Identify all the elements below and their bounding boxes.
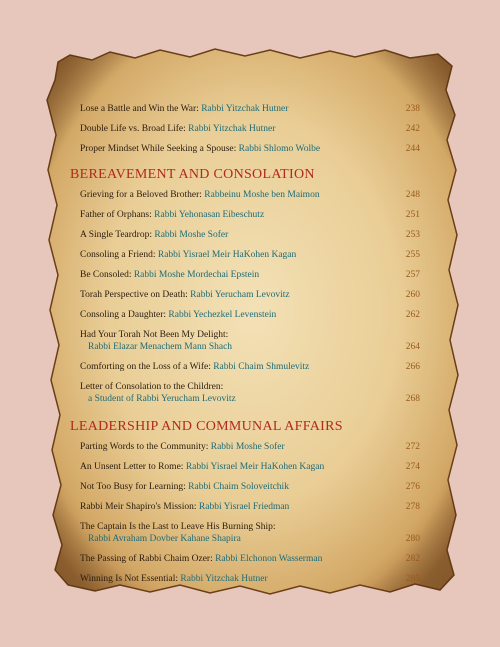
- page-number: 257: [405, 270, 420, 280]
- page-number: 264: [405, 342, 420, 352]
- toc-entry[interactable]: Parting Words to the Community: Rabbi Moshe Sofer 272: [80, 442, 420, 452]
- toc-entry[interactable]: Consoling a Daughter: Rabbi Yechezkel Levenstein 262: [80, 310, 420, 320]
- toc-entry[interactable]: Rabbi Meir Shapiro's Mission: Rabbi Yisrael Friedman 278: [80, 502, 420, 512]
- toc-entry[interactable]: An Unsent Letter to Rome: Rabbi Yisrael Meir HaKohen Kagan 274: [80, 462, 420, 472]
- page-number: 276: [405, 482, 420, 492]
- toc-entry[interactable]: Lose a Battle and Win the War: Rabbi Yitzchak Hutner 238: [80, 104, 420, 114]
- toc-entry[interactable]: Letter of Consolation to the Children: a Student of Rabbi Yerucham Levovitz 268: [80, 382, 420, 404]
- page-number: 253: [405, 230, 420, 240]
- page-number: 278: [405, 502, 420, 512]
- page-number: 248: [405, 190, 420, 200]
- toc-entry[interactable]: The Captain Is the Last to Leave His Burning Ship: Rabbi Avraham Dovber Kahane Shapira 280: [80, 522, 420, 544]
- table-of-contents: [70, 103, 420, 593]
- toc-entry[interactable]: Be Consoled: Rabbi Moshe Mordechai Epstein 257: [80, 270, 420, 280]
- toc-entry[interactable]: Not Too Busy for Learning: Rabbi Chaim Soloveitchik 276: [80, 482, 420, 492]
- toc-entry[interactable]: Consoling a Friend: Rabbi Yisrael Meir HaKohen Kagan 255: [80, 250, 420, 260]
- page-number: 238: [405, 104, 420, 114]
- toc-entry[interactable]: Torah Perspective on Death: Rabbi Yerucham Levovitz 260: [80, 290, 420, 300]
- page-number: 260: [405, 290, 420, 300]
- toc-entry[interactable]: The Passing of Rabbi Chaim Ozer: Rabbi Elchonon Wasserman 282: [80, 554, 420, 564]
- page-number: 266: [405, 362, 420, 372]
- toc-entry[interactable]: Comforting on the Loss of a Wife: Rabbi Chaim Shmulevitz 266: [80, 362, 420, 372]
- toc-entry[interactable]: Father of Orphans: Rabbi Yehonasan Eibeschutz 251: [80, 210, 420, 220]
- toc-group-leadership: [80, 441, 420, 585]
- page-number: 251: [405, 210, 420, 220]
- page-number: 285: [405, 574, 420, 584]
- toc-entry[interactable]: Grieving for a Beloved Brother: Rabbeinu Moshe ben Maimon 248: [80, 190, 420, 200]
- page-number: 268: [405, 394, 420, 404]
- page-number: 272: [405, 442, 420, 452]
- toc-group-top: [80, 103, 420, 155]
- toc-entry[interactable]: Double Life vs. Broad Life: Rabbi Yitzchak Hutner 242: [80, 124, 420, 134]
- toc-entry[interactable]: Had Your Torah Not Been My Delight: Rabbi Elazar Menachem Mann Shach 264: [80, 330, 420, 352]
- toc-entry[interactable]: Proper Mindset While Seeking a Spouse: Rabbi Shlomo Wolbe 244: [80, 144, 420, 154]
- page-number: 282: [405, 554, 420, 564]
- page-number: 262: [405, 310, 420, 320]
- page-number: 242: [405, 124, 420, 134]
- page-number: 280: [405, 534, 420, 544]
- page-number: 244: [405, 144, 420, 154]
- page-number: 274: [405, 462, 420, 472]
- toc-entry[interactable]: Winning Is Not Essential: Rabbi Yitzchak Hutner 285: [80, 574, 420, 584]
- section-heading-leadership: LEADERSHIP AND COMMUNAL AFFAIRS: [70, 419, 343, 434]
- toc-group-bereavement: [80, 189, 420, 405]
- toc-entry[interactable]: A Single Teardrop: Rabbi Moshe Sofer 253: [80, 230, 420, 240]
- page-number: 255: [405, 250, 420, 260]
- section-heading-bereavement: BEREAVEMENT AND CONSOLATION: [70, 167, 315, 182]
